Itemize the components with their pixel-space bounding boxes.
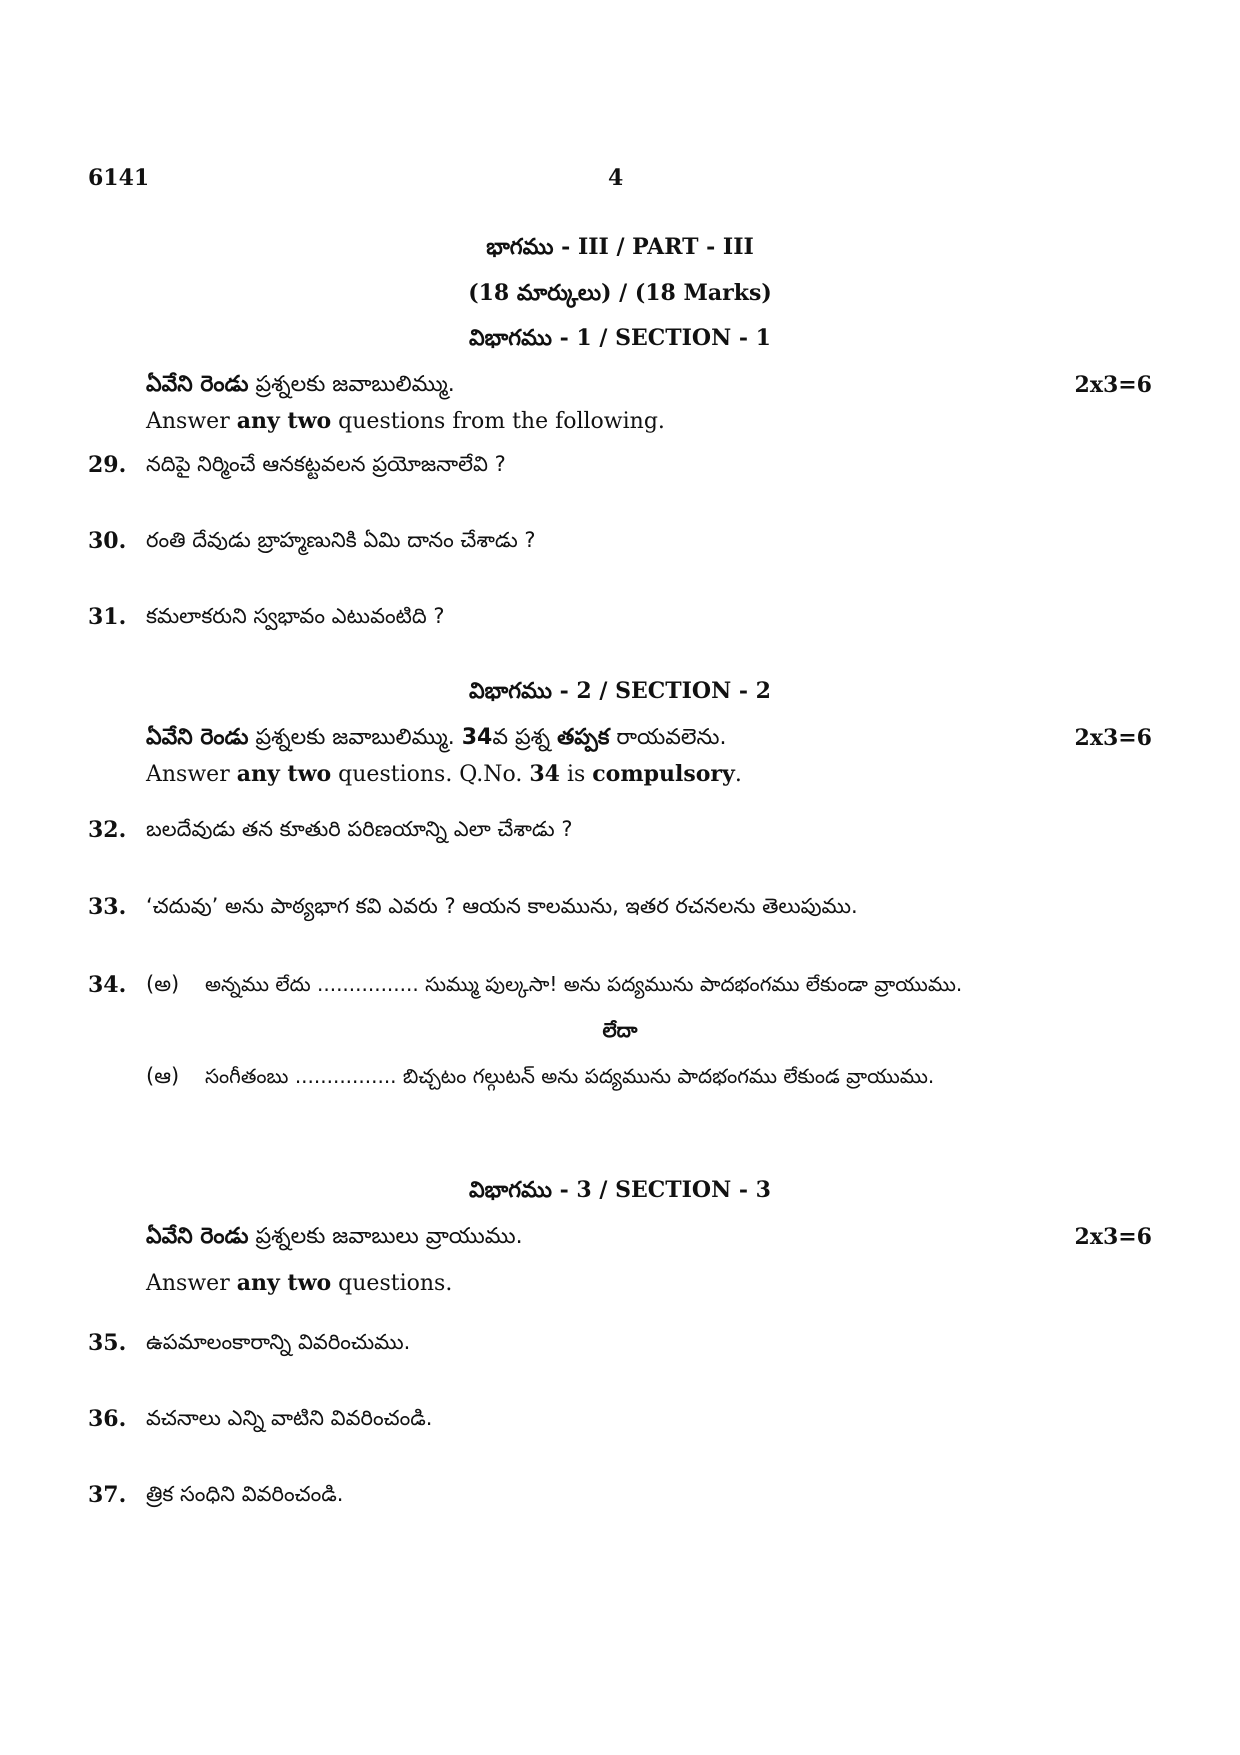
section-1-instruction-te: ఏవేని రెండు ప్రశ్నలకు జవాబులిమ్ము. <box>146 372 455 397</box>
question-text: ఉపమాలంకారాన్ని వివరించుము. <box>146 1330 411 1354</box>
part-title: భాగము - III / PART - III <box>486 234 754 260</box>
page-number: 4 <box>608 165 624 191</box>
question-number: 35. <box>88 1330 127 1356</box>
section-3-title: విభాగము - 3 / SECTION - 3 <box>469 1177 771 1203</box>
option-b-label: (ఆ) <box>146 1064 180 1088</box>
section-2-instruction-en: Answer any two questions. Q.No. 34 is compulsory. <box>146 761 742 787</box>
option-a-label: (అ) <box>146 972 180 996</box>
question-text: ‘చదువు’ అను పాఠ్యభాగ కవి ఎవరు ? ఆయన కాలమును, ఇతర రచనలను తెలుపుము. <box>146 894 858 918</box>
part-marks: (18 మార్కులు) / (18 Marks) <box>468 280 772 306</box>
section-3-marks: 2x3=6 <box>1074 1224 1152 1250</box>
option-a-text: అన్నము లేదు ................ సుమ్ము పుల్కసా! అను పద్యమును పాదభంగము లేకుండా వ్రాయుము. <box>205 972 963 996</box>
section-2-marks: 2x3=6 <box>1074 725 1152 751</box>
section-2-title: విభాగము - 2 / SECTION - 2 <box>469 678 771 704</box>
question-text: వచనాలు ఎన్ని వాటిని వివరించండి. <box>146 1406 433 1430</box>
section-1-title: విభాగము - 1 / SECTION - 1 <box>469 325 771 351</box>
question-text: నదిపై నిర్మించే ఆనకట్టవలన ప్రయోజనాలేవి ? <box>146 452 506 476</box>
question-number: 29. <box>88 452 127 478</box>
or-label: లేదా <box>602 1018 638 1042</box>
question-number: 34. <box>88 972 127 998</box>
paper-code: 6141 <box>88 165 150 191</box>
question-number: 33. <box>88 894 127 920</box>
section-1-marks: 2x3=6 <box>1074 372 1152 398</box>
question-text: రంతి దేవుడు బ్రాహ్మణునికి ఏమి దానం చేశాడు ? <box>146 528 536 552</box>
question-text: బలదేవుడు తన కూతురి పరిణయాన్ని ఎలా చేశాడు ? <box>146 817 573 841</box>
section-2-instruction-te: ఏవేని రెండు ప్రశ్నలకు జవాబులిమ్ము. 34వ ప్రశ్న తప్పక రాయవలెను. <box>146 725 727 750</box>
question-text: కమలాకరుని స్వభావం ఎటువంటిది ? <box>146 604 445 628</box>
section-1-instruction-en: Answer any two questions from the following. <box>146 408 665 434</box>
question-number: 30. <box>88 528 127 554</box>
section-3-instruction-en: Answer any two questions. <box>146 1270 453 1296</box>
question-number: 31. <box>88 604 127 630</box>
option-b-text: సంగీతంబు ................ బిచ్చటం గల్గుటన్ అను పద్యమును పాదభంగము లేకుండ వ్రాయుము. <box>205 1064 935 1088</box>
question-number: 32. <box>88 817 127 843</box>
question-number: 37. <box>88 1482 127 1508</box>
question-number: 36. <box>88 1406 127 1432</box>
question-text: త్రిక సంధిని వివరించండి. <box>146 1482 344 1506</box>
section-3-instruction-te: ఏవేని రెండు ప్రశ్నలకు జవాబులు వ్రాయుము. <box>146 1224 523 1249</box>
